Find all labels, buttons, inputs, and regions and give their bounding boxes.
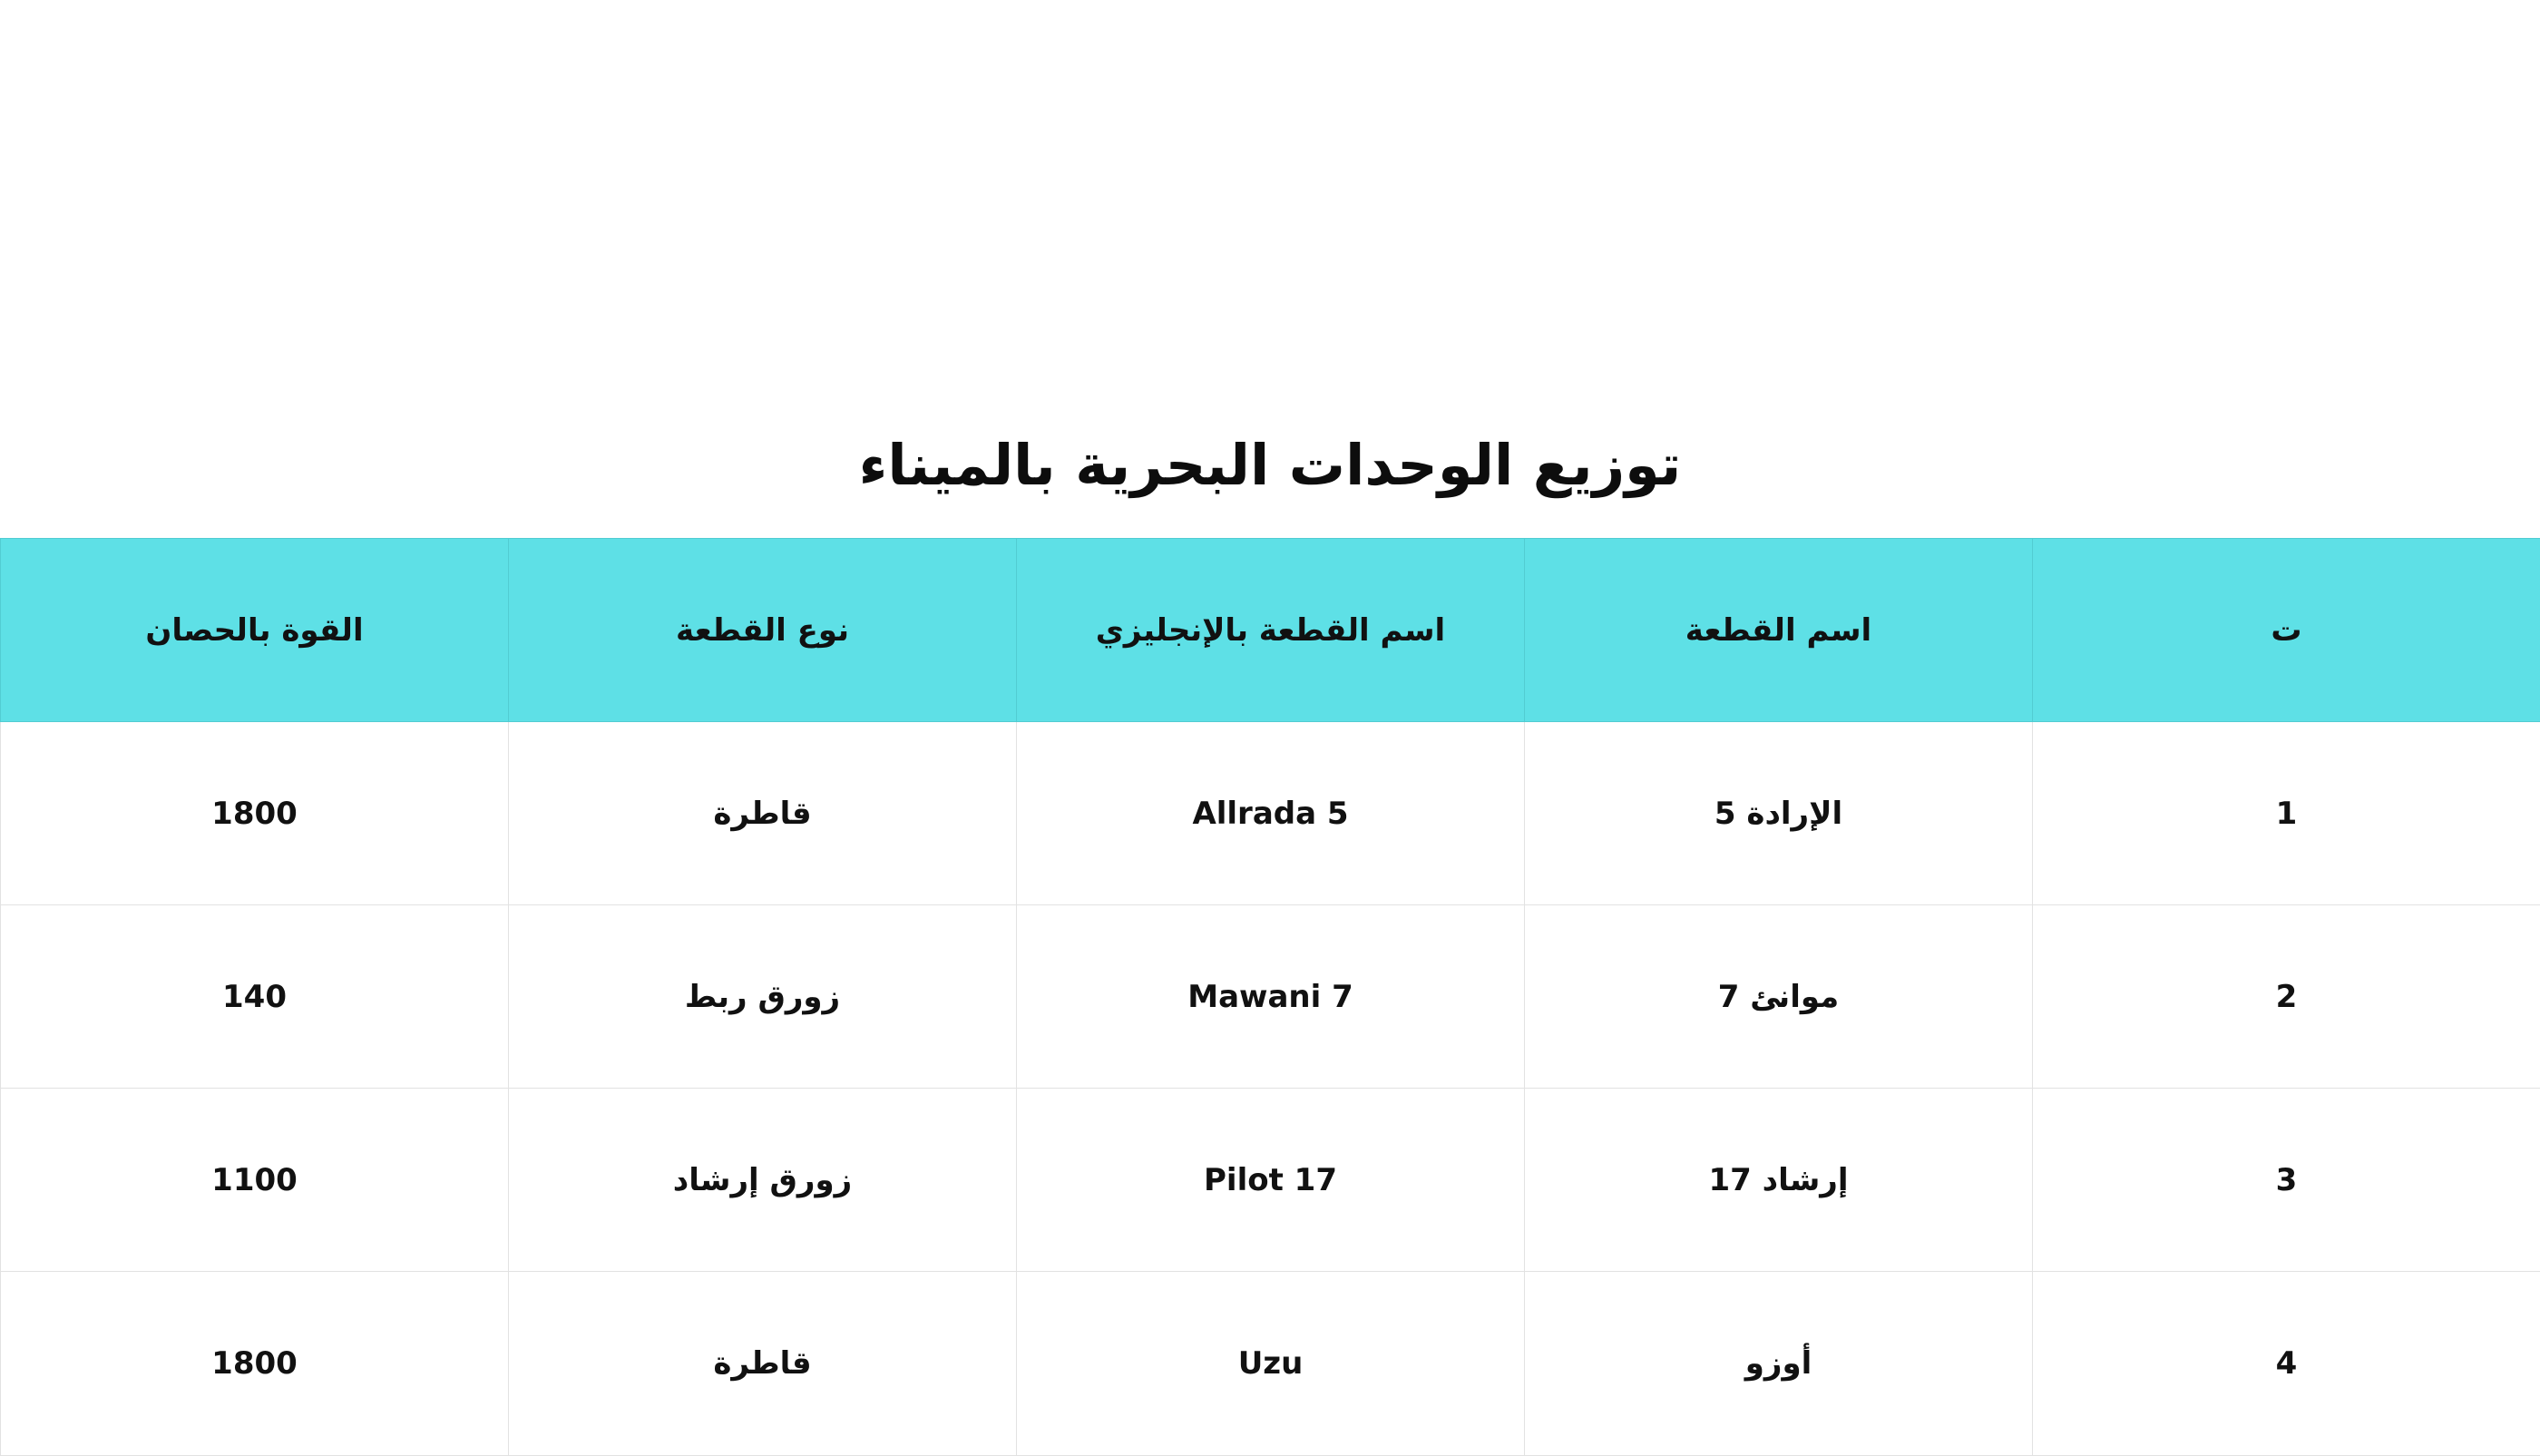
cell-horsepower: 140 (1, 905, 509, 1089)
cell-horsepower: 1800 (1, 722, 509, 905)
cell-unit-name: أوزو (1525, 1272, 2033, 1456)
header-index: ت (2033, 539, 2540, 722)
cell-unit-name: إرشاد 17 (1525, 1089, 2033, 1272)
units-table (0, 538, 2540, 1456)
cell-unit-type: قاطرة (509, 1272, 1017, 1456)
cell-index: 2 (2033, 905, 2540, 1089)
cell-unit-type: زورق ربط (509, 905, 1017, 1089)
table-row (1, 1089, 2540, 1272)
cell-unit-name-english: Pilot 17 (1017, 1089, 1525, 1272)
cell-unit-type: زورق إرشاد (509, 1089, 1017, 1272)
cell-unit-name-english: Mawani 7 (1017, 905, 1525, 1089)
cell-index: 1 (2033, 722, 2540, 905)
table-header-row (1, 539, 2540, 722)
header-unit-name: اسم القطعة (1525, 539, 2033, 722)
table-row (1, 722, 2540, 905)
header-horsepower: القوة بالحصان (1, 539, 509, 722)
page-title: توزيع الوحدات البحرية بالميناء (0, 406, 2540, 524)
cell-unit-type: قاطرة (509, 722, 1017, 905)
cell-unit-name: الإرادة 5 (1525, 722, 2033, 905)
cell-unit-name-english: Uzu (1017, 1272, 1525, 1456)
cell-unit-name: موانئ 7 (1525, 905, 2033, 1089)
cell-horsepower: 1100 (1, 1089, 509, 1272)
table-row (1, 905, 2540, 1089)
header-unit-name-english: اسم القطعة بالإنجليزي (1017, 539, 1525, 722)
cell-index: 3 (2033, 1089, 2540, 1272)
cell-unit-name-english: Allrada 5 (1017, 722, 1525, 905)
table-row (1, 1272, 2540, 1456)
cell-index: 4 (2033, 1272, 2540, 1456)
header-unit-type: نوع القطعة (509, 539, 1017, 722)
cell-horsepower: 1800 (1, 1272, 509, 1456)
